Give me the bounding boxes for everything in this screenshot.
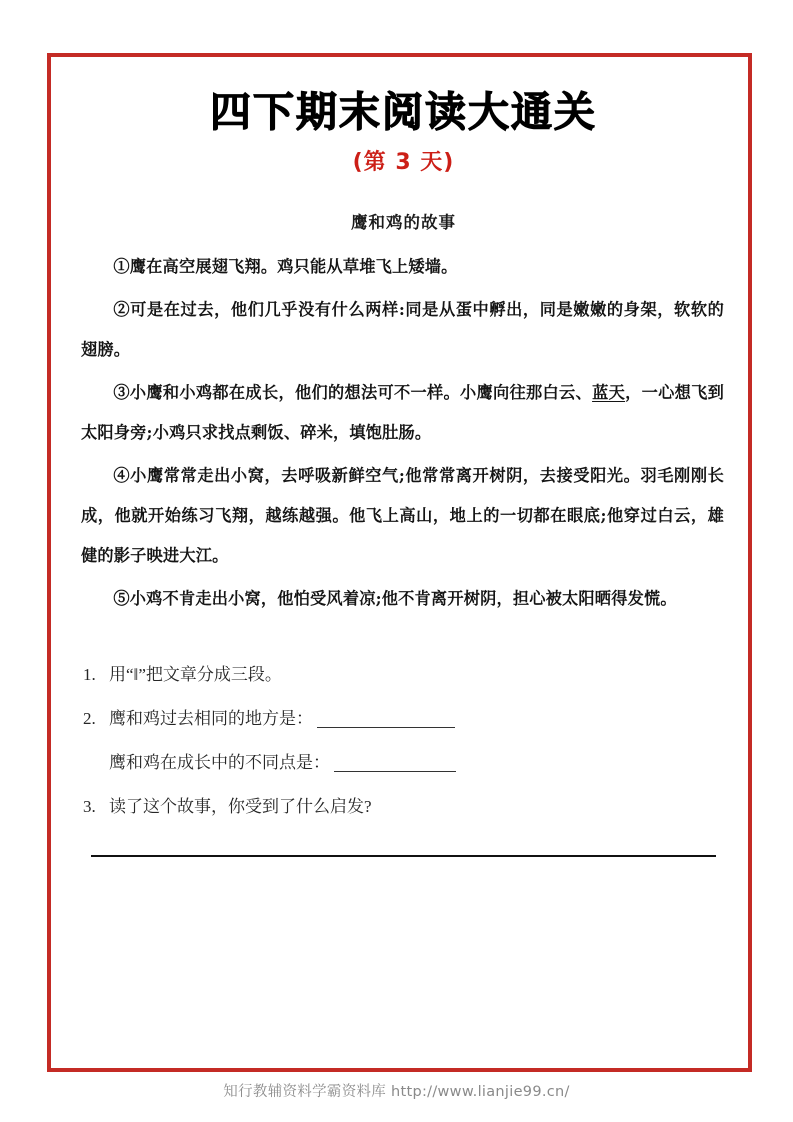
- footer-credit: 知行教辅资料学霸资料库 http://www.lianjie99.cn/: [223, 1084, 570, 1100]
- worksheet-red-frame: [47, 53, 752, 1072]
- day-subtitle: (第 3 天): [352, 150, 455, 176]
- questions-section: [77, 653, 730, 857]
- article-paragraph-3: [81, 373, 724, 453]
- question-2-number: 2.: [83, 709, 96, 729]
- question-3-number: 3.: [83, 797, 96, 817]
- article-paragraph-3-underlined-term: 蓝天: [592, 383, 626, 403]
- article-title: 鹰和鸡的故事: [351, 213, 456, 233]
- question-1-text: 用“‖”把文章分成三段。: [109, 665, 282, 685]
- page-title: 四下期末阅读大通关: [210, 88, 597, 136]
- worksheet-content: [51, 57, 756, 1076]
- question-item-2-sub: [83, 741, 724, 785]
- question-2-sub-text: 鹰和鸡在成长中的不同点是：: [109, 753, 330, 773]
- question-1-number: 1.: [83, 665, 96, 685]
- article-paragraph-3-part2: ，一心想飞到太阳身旁;小鸡只求找点剩饭、碎米，填饱肚肠。: [81, 383, 724, 443]
- question-3-text: 读了这个故事，你受到了什么启发?: [109, 797, 372, 817]
- question-item-1: [83, 653, 724, 697]
- question-2-text: 鹰和鸡过去相同的地方是：: [109, 709, 313, 729]
- answer-blank-2b[interactable]: [334, 771, 456, 772]
- answer-line-question-3[interactable]: [91, 855, 716, 857]
- article-paragraph-1: ①鹰在高空展翅飞翔。鸡只能从草堆飞上矮墙。: [113, 257, 458, 277]
- article-paragraph-5: ⑤小鸡不肯走出小窝，他怕受风着凉;他不肯离开树阴，担心被太阳晒得发慌。: [113, 589, 677, 609]
- article-paragraph-3-part1: ③小鹰和小鸡都在成长，他们的想法可不一样。小鹰向往那白云、: [113, 383, 593, 403]
- question-item-3: [83, 785, 724, 829]
- article-body: [77, 247, 730, 619]
- question-item-2: [83, 697, 724, 741]
- answer-blank-2a[interactable]: [317, 727, 455, 728]
- article-paragraph-4: ④小鹰常常走出小窝，去呼吸新鲜空气;他常常离开树阴，去接受阳光。羽毛刚刚长成，他就开始练习飞翔，越练越强。他飞上高山，地上的一切都在眼底;他穿过白云，雄健的影子映进大江。: [81, 466, 724, 566]
- article-paragraph-2: ②可是在过去，他们几乎没有什么两样:同是从蛋中孵出，同是嫩嫩的身架，软软的翅膀。: [81, 300, 724, 360]
